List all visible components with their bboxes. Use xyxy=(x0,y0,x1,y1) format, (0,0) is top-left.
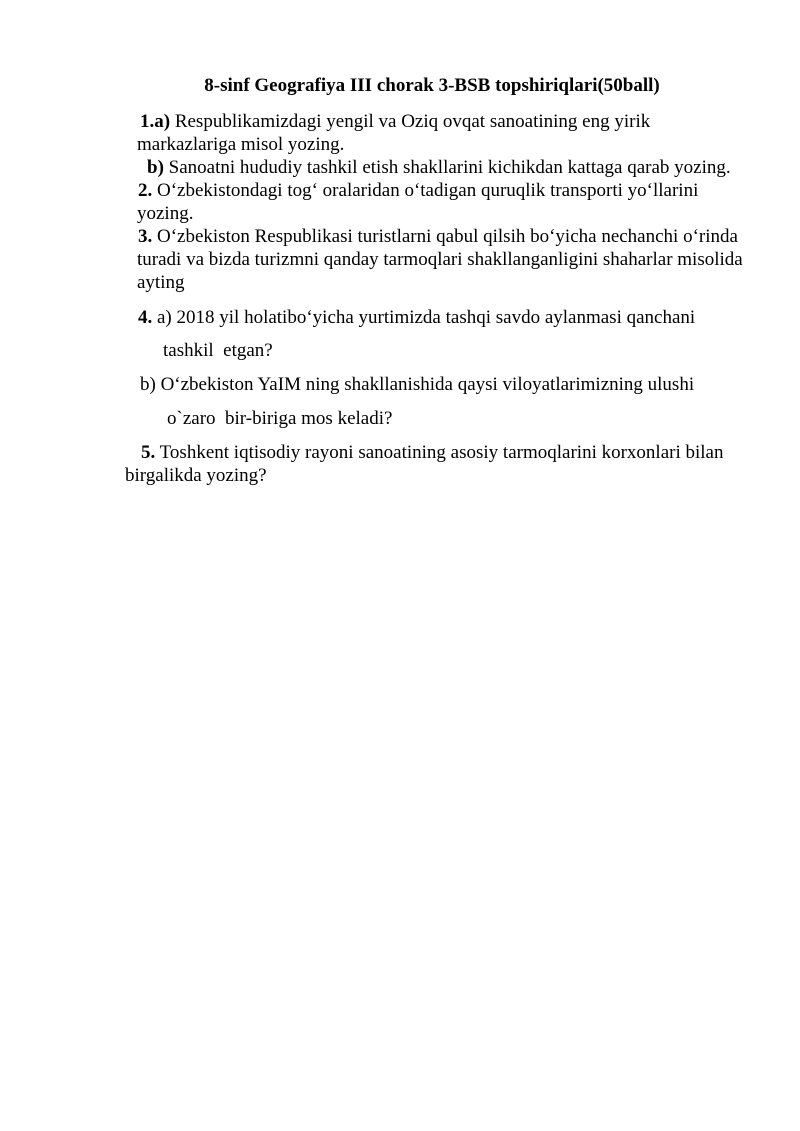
question-3-text-1: O‘zbekiston Respublikasi turistlarni qabul qilsih bo‘yicha nechanchi o‘rinda xyxy=(152,226,738,247)
question-4b-line-2 xyxy=(167,407,741,430)
question-1b-line xyxy=(147,156,741,179)
question-5-line-1 xyxy=(141,441,741,464)
question-1b-number: b) xyxy=(147,157,164,178)
question-4b-text-2: o`zaro bir-biriga mos keladi? xyxy=(167,408,393,429)
question-1b-text: Sanoatni hududiy tashkil etish shakllarini kichikdan kattaga qarab yozing. xyxy=(163,157,731,178)
question-5-text-1: Toshkent iqtisodiy rayoni sanoatining asosiy tarmoqlarini korxonlari bilan xyxy=(155,442,724,463)
document-title: 8-sinf Geografiya III chorak 3-BSB topshiriqlari(50ball) xyxy=(204,75,660,96)
document-content xyxy=(0,74,800,487)
question-5-text-2: birgalikda yozing? xyxy=(125,465,267,486)
question-4b-text-1: b) O‘zbekiston YaIM ning shakllanishida qaysi viloyatlarimizning ulushi xyxy=(140,374,695,395)
question-1a-number: 1.a) xyxy=(140,111,171,132)
question-3-line-1 xyxy=(138,225,741,248)
question-3-number: 3. xyxy=(138,226,153,247)
question-3-text-2: turadi va bizda turizmni qanday tarmoqlari shakllanganligini shaharlar misolida xyxy=(137,249,743,270)
question-5-number: 5. xyxy=(141,442,156,463)
question-4b-line-1 xyxy=(140,373,741,396)
question-5-line-2 xyxy=(125,464,741,487)
question-2-line-1 xyxy=(138,179,741,202)
question-3-text-3: ayting xyxy=(137,272,185,293)
question-4a-text-1: a) 2018 yil holatibo‘yicha yurtimizda tashqi savdo aylanmasi qanchani xyxy=(152,307,696,328)
question-2-text-1: O‘zbekistondagi tog‘ oralaridan o‘tadigan quruqlik transporti yo‘llarini xyxy=(152,180,699,201)
question-1a-line-1 xyxy=(140,110,741,133)
question-4-number: 4. xyxy=(138,307,153,328)
question-2-line-2 xyxy=(137,202,741,225)
question-4a-line-2 xyxy=(163,339,741,362)
question-2-text-2: yozing. xyxy=(137,203,194,224)
question-4a-text-2: tashkil etgan? xyxy=(163,340,273,361)
question-3-line-3 xyxy=(137,271,741,294)
question-1a-line-2 xyxy=(137,133,741,156)
question-2-number: 2. xyxy=(138,180,153,201)
question-3-line-2 xyxy=(137,248,741,271)
question-1a-text-2: markazlariga misol yozing. xyxy=(137,134,345,155)
question-4a-line-1 xyxy=(138,306,741,329)
question-1a-text-1: Respublikamizdagi yengil va Oziq ovqat sanoatining eng yirik xyxy=(170,111,651,132)
